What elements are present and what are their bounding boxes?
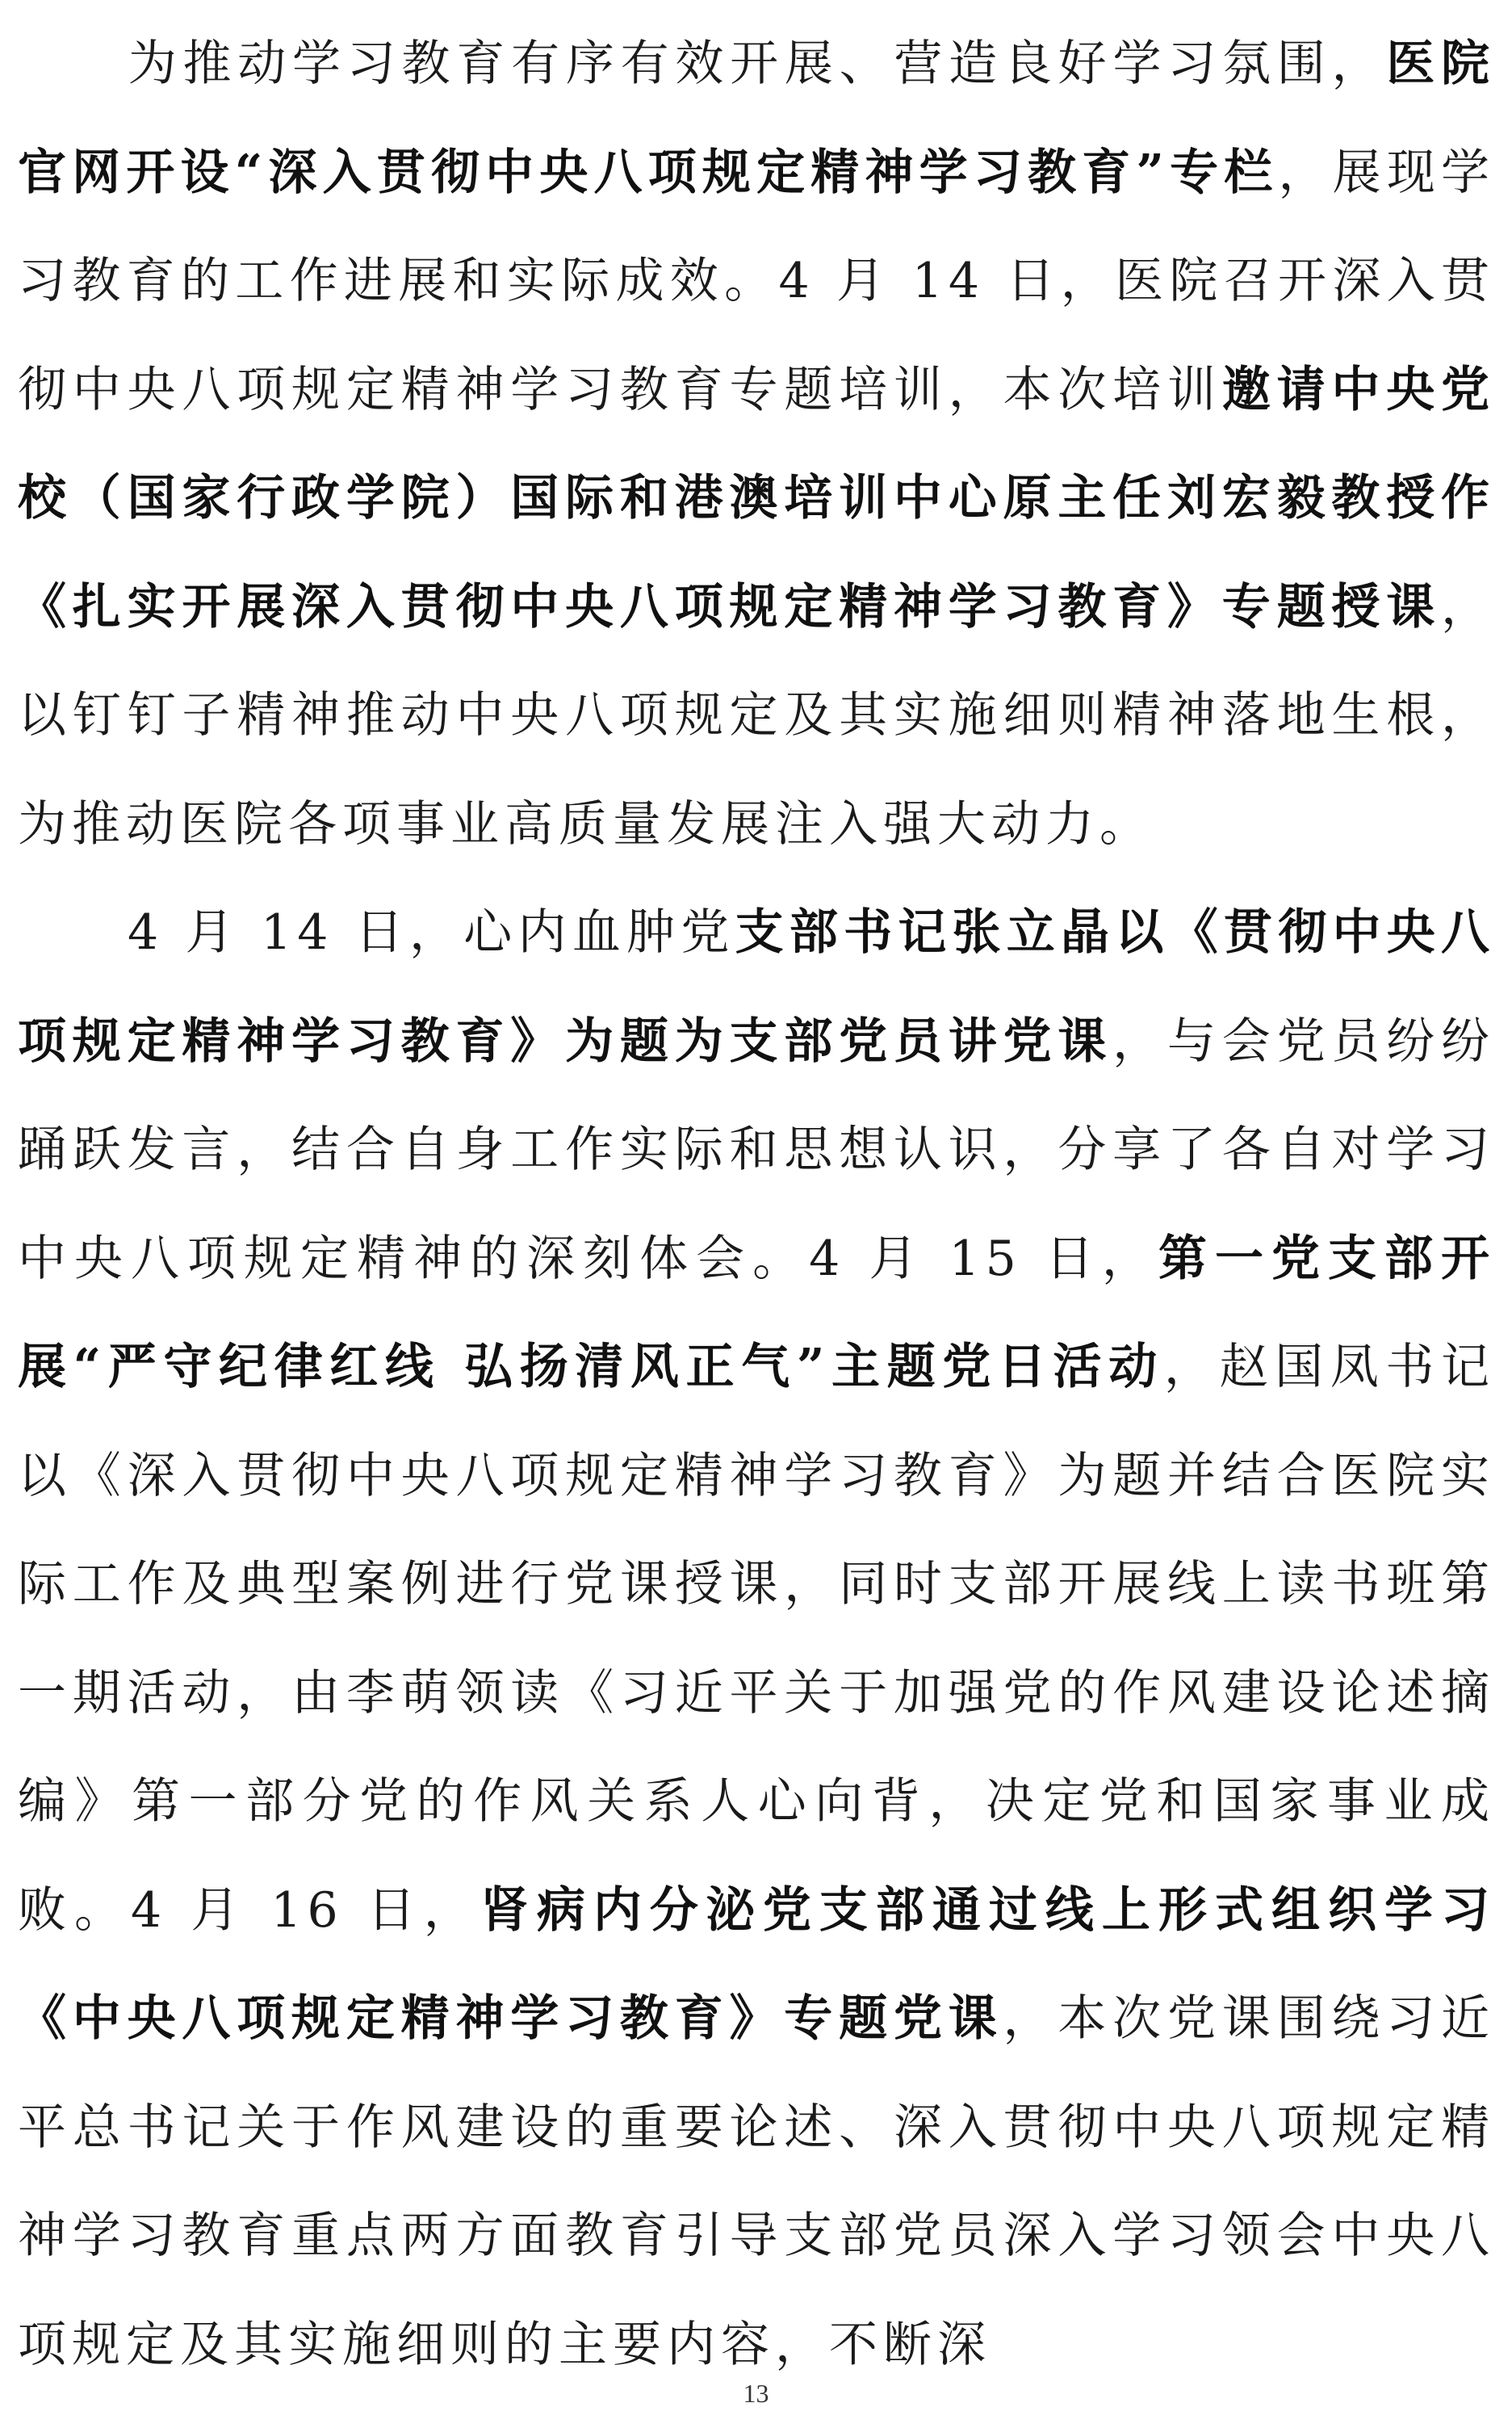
body-text [18,10,1495,2399]
text-segment: ，本次党课围绕习近平总书记关于作风建设的重要论述、深入贯彻中央八项规定精神学习教育重点两方面教育引导支部党员深入学习领会中央八项规定及其实施细则的主要内容，不断深 [18,1990,1496,2373]
page-number: 13 [743,2379,769,2408]
bold-text-segment: 支部书记张立晶以《贯彻中央八项规定精神学习教育》为题为支部党员讲党课 [18,904,1495,1070]
text-segment: 为推动学习教育有序有效开展、营造良好学习氛围， [128,36,1387,92]
bold-text-segment: 邀请中央党校（国家行政学院）国际和港澳培训中心原主任刘宏毅教授作《扎实开展深入贯彻中央八项规定精神学习教育》专题授课 [18,361,1496,635]
paragraph-1 [18,10,1495,879]
paragraph-2 [18,879,1495,2399]
text-segment: ，赵国凤书记以《深入贯彻中央八项规定精神学习教育》为题并结合医院实际工作及典型案例进行党课授课，同时支部开展线上读书班第一期活动，由李萌领读《习近平关于加强党的作风建设论述摘编》第一部分党的作风关系人心向背，决定党和国家事业成败。4 月 16 日， [18,1339,1495,1939]
text-segment: 4 月 14 日，心内血肿党 [128,904,735,961]
bold-text-segment: 医院官网开设“深入贯彻中央八项规定精神学习教育”专栏 [18,36,1496,201]
text-segment: ，展现学习教育的工作进展和实际成效。4 月 14 日，医院召开深入贯彻中央八项规定精神学习教育专题培训，本次培训 [18,144,1496,418]
text-segment: ，以钉钉子精神推动中央八项规定及其实施细则精神落地生根，为推动医院各项事业高质量发展注入强大动力。 [18,578,1495,853]
text-segment: ，与会党员纷纷踊跃发言，结合自身工作实际和思想认识，分享了各自对学习中央八项规定精神的深刻体会。4 月 15 日， [18,1013,1496,1287]
bold-text-segment: 第一党支部开展“严守纪律红线 弘扬清风正气”主题党日活动 [18,1230,1495,1395]
bold-text-segment: 肾病内分泌党支部通过线上形式组织学习《中央八项规定精神学习教育》专题党课 [18,1881,1495,2047]
